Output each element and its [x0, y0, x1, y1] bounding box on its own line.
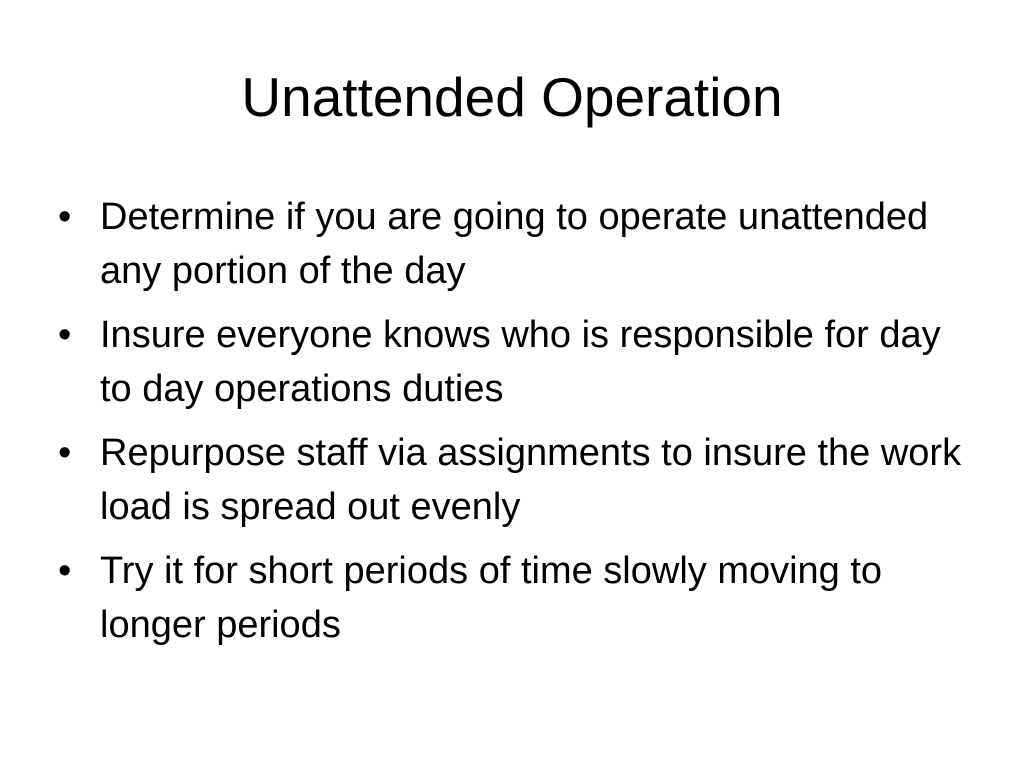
bullet-list: [58, 190, 978, 662]
bullet-item: [58, 544, 978, 652]
bullet-icon: •: [58, 432, 72, 474]
bullet-icon: •: [58, 314, 72, 356]
bullet-item: [58, 190, 978, 298]
bullet-icon: •: [58, 550, 72, 592]
slide-title: Unattended Operation: [241, 66, 783, 128]
bullet-item: [58, 426, 978, 534]
bullet-text: Repurpose staff via assignments to insure the work load is spread out evenly: [100, 432, 962, 528]
bullet-text: Determine if you are going to operate unattended any portion of the day: [100, 196, 929, 292]
bullet-text: Insure everyone knows who is responsible for day to day operations duties: [100, 314, 941, 410]
bullet-icon: •: [58, 196, 72, 238]
bullet-item: [58, 308, 978, 416]
bullet-text: Try it for short periods of time slowly moving to longer periods: [100, 550, 883, 646]
